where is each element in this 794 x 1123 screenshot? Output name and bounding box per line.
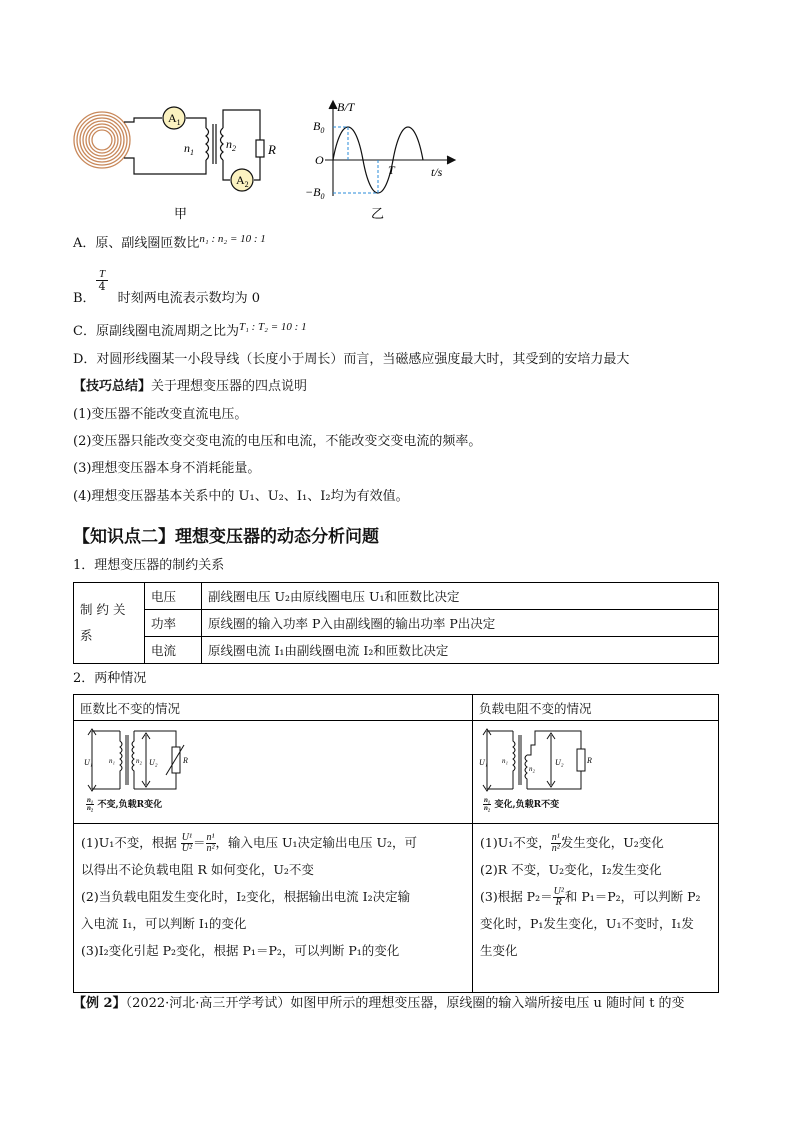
transformer-circuit-figure (70, 96, 280, 226)
right-line-5: 生变化 (480, 943, 518, 958)
caption-yi: 乙 (371, 207, 385, 222)
analysis-left-cell (74, 824, 473, 993)
svg-text:R: R (268, 142, 276, 157)
tips-point-3: (3)理想变压器本身不消耗能量。 (73, 461, 261, 476)
right-line-3: (3)根据 P₂＝ $\frac{\text{U²}}{R}$ 和 P₁＝P₂，可以判断 P₂ (480, 886, 701, 908)
caption-jia: 甲 (174, 207, 188, 222)
merged-cell: 制 约 关 系 (74, 583, 145, 664)
section-heading: 【知识点二】理想变压器的动态分析问题 (73, 527, 379, 547)
svg-text:n₂: n₂ (136, 757, 142, 765)
option-c: C．原副线圈电流周期之比为$^{T_1 : T_2 = 10 : 1}$ (73, 321, 307, 339)
circuit-variable-load-icon (84, 725, 194, 795)
header-right: 负载电阻不变的情况 (473, 695, 719, 721)
right-line-2: (2)R 不变，U₂变化，I₂发生变化 (480, 862, 662, 877)
row-key: 电流 (145, 637, 202, 664)
option-b-fraction: T 4 (96, 268, 108, 293)
svg-text:n₁: n₁ (109, 757, 115, 765)
row-value: 原线圈电流 I₁由副线圈电流 I₂和匝数比决定 (202, 637, 719, 664)
example-2: 【例 2】（2022·河北·高三开学考试）如图甲所示的理想变压器，原线圈的输入端所接电压 u 随时间 t 的变 (73, 996, 685, 1011)
svg-text:A1: $A_1$ (168, 111, 181, 127)
constraint-table (73, 582, 719, 664)
svg-text:U₂: U₂ (555, 758, 564, 767)
svg-text:A2: $A_2$ (236, 173, 249, 189)
subheading-1: 1．理想变压器的制约关系 (73, 558, 225, 573)
two-cases-table (73, 694, 719, 993)
circular-coil (74, 112, 130, 168)
tips-point-1: (1)变压器不能改变直流电压。 (73, 407, 248, 422)
svg-text:T: T (388, 163, 395, 177)
circuit-left-caption: $\frac{\text{n₁}}{\text{n₂}}$ 不变,负载R变化 (87, 796, 163, 812)
left-line-4: 入电流 I₁，可以判断 I₁的变化 (81, 916, 247, 931)
tips-point-2: (2)变压器只能改变交变电流的电压和电流，不能改变交变电流的频率。 (73, 434, 482, 449)
circuit-fixed-load-icon (479, 725, 599, 795)
svg-text:O: O (315, 153, 324, 167)
svg-text:B/T: B/T (337, 100, 355, 114)
analysis-right-cell (473, 824, 719, 993)
subheading-2: 2．两种情况 (73, 671, 147, 686)
row-key: 功率 (145, 610, 202, 637)
right-line-1: (1)U₁不变， $\frac{\text{n¹}}{\text{n²}}$ 发生变化，U₂变化 (480, 832, 664, 854)
left-line-1: (1)U₁不变，根据 $\frac{\text{U¹}}{\text{U²}}$ ＝ $\frac{\text{n¹}}{\text{n²}}$ ，输入电压 U₁决定输出电压 U₂，可 (81, 832, 418, 854)
left-line-5: (3)I₂变化引起 P₂变化，根据 P₁＝P₂，可以判断 P₁的变化 (81, 943, 400, 958)
row-key: 电压 (145, 583, 202, 610)
left-line-2: 以得出不论负载电阻 R 如何变化，U₂不变 (81, 862, 314, 877)
row-value: 副线圈电压 U₂由原线圈电压 U₁和匝数比决定 (202, 583, 719, 610)
option-d: D．对圆形线圈某一小段导线（长度小于周长）而言，当磁感应强度最大时，其受到的安培力最大 (73, 352, 630, 367)
option-b: B． 时刻两电流表示数均为 0 (73, 291, 260, 306)
row-value: 原线圈的输入功率 P入由副线圈的输出功率 P出决定 (202, 610, 719, 637)
svg-text:R: R (587, 756, 592, 765)
svg-text:n₁: n₁ (502, 757, 508, 765)
circuit-right-cell (473, 721, 719, 824)
left-line-3: (2)当负载电阻发生变化时，I₂变化，根据输出电流 I₂决定输 (81, 889, 411, 904)
right-line-4: 变化时，P₁发生变化，U₁不变时，I₁发 (480, 916, 694, 931)
svg-text:t/s: t/s (431, 165, 443, 179)
svg-text:U₁: U₁ (84, 758, 93, 767)
svg-text:B0: $B_0$ (313, 119, 325, 135)
svg-text:U₁: U₁ (479, 758, 488, 767)
header-left: 匝数比不变的情况 (74, 695, 473, 721)
tips-intro: 【技巧总结】关于理想变压器的四点说明 (73, 379, 308, 394)
circuit-right-caption: $\frac{\text{n₁}}{\text{n₂}}$ 变化,负载R不变 (484, 796, 560, 812)
b-t-graph-figure (305, 96, 465, 226)
svg-text:n2: $n_2$ (226, 137, 236, 153)
svg-text:n1: $n_1$ (184, 141, 194, 157)
tips-point-4: (4)理想变压器基本关系中的 U₁、U₂、I₁、I₂均为有效值。 (73, 489, 409, 504)
option-a: A．原、副线圈匝数比$^{n_1 : n_2 = 10 : 1}$ (73, 233, 266, 251)
circuit-left-cell (74, 721, 473, 824)
svg-text:U₂: U₂ (149, 758, 158, 767)
svg-text:−B0: $-B_0$ (305, 185, 325, 201)
svg-text:n₂: n₂ (529, 765, 535, 773)
svg-text:R: R (183, 756, 188, 765)
